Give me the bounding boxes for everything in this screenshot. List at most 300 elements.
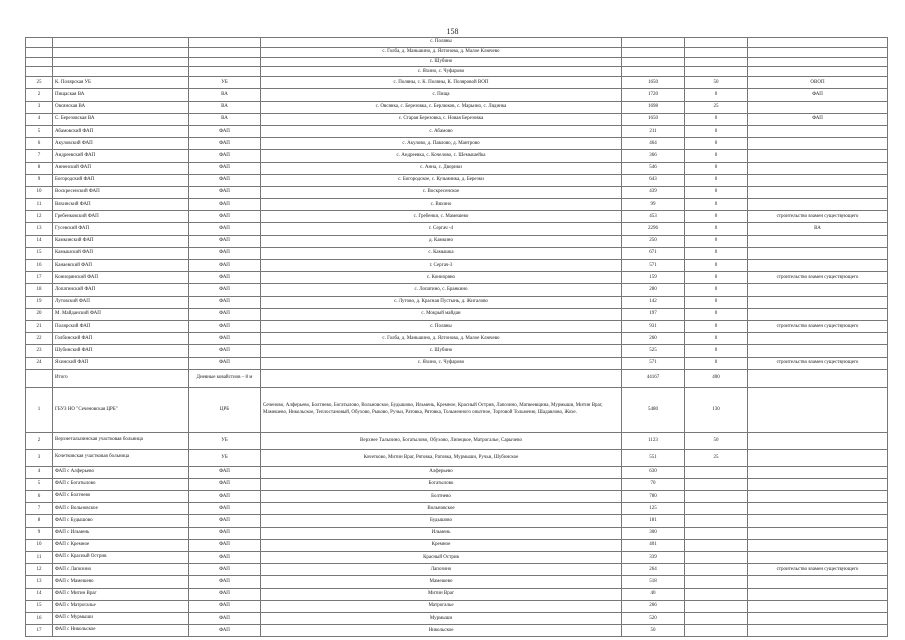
population-value: 520	[622, 612, 685, 624]
table-row	[26, 235, 888, 247]
table-row	[26, 211, 888, 223]
table-row	[26, 576, 888, 588]
row-number: 7	[26, 150, 53, 162]
population-value: 401	[622, 539, 685, 551]
row-number: 12	[26, 211, 53, 223]
facility-type: ФАП	[189, 211, 261, 223]
served-settlements: с. Поляны, с. К. Поляны, К. Поляровой ВОП	[261, 77, 622, 89]
beds-value	[685, 47, 748, 57]
served-settlements: с. Акулово, д. Павлово, д. Мантрово	[261, 138, 622, 150]
beds-value	[685, 478, 748, 490]
note-value: ОВОП	[748, 77, 888, 89]
table-row	[26, 449, 888, 466]
facility-name: ФАП с Митин Враг	[53, 588, 189, 600]
facility-name: ФАП с Будышово	[53, 515, 189, 527]
population-value	[622, 38, 685, 48]
population-value: 525	[622, 345, 685, 357]
row-number: 14	[26, 235, 53, 247]
facility-type: ФАП	[189, 345, 261, 357]
served-settlements: Никольское	[261, 625, 622, 637]
row-number: 15	[26, 247, 53, 259]
facility-type: УБ	[189, 432, 261, 449]
row-number: 4	[26, 466, 53, 478]
population-value: 453	[622, 211, 685, 223]
facility-name: Шубинский ФАП	[53, 345, 189, 357]
population-value: 464	[622, 138, 685, 150]
beds-value	[685, 38, 748, 48]
facility-name: ФАП с Красный Острив	[53, 552, 189, 564]
population-value: 300	[622, 527, 685, 539]
facility-type: ФАП	[189, 162, 261, 174]
note-value	[748, 284, 888, 296]
served-settlements: Богатылово	[261, 478, 622, 490]
table-row	[26, 387, 888, 432]
facility-name: Полярский ФАП	[53, 320, 189, 332]
facility-type: ФАП	[189, 125, 261, 137]
beds-value: 0	[685, 138, 748, 150]
note-value: строительство взамен существующего	[748, 357, 888, 369]
served-settlements: Митин Враг	[261, 588, 622, 600]
note-value	[748, 369, 888, 387]
table-row	[26, 466, 888, 478]
facility-type	[189, 67, 261, 77]
row-number: 15	[26, 600, 53, 612]
population-value: 439	[622, 186, 685, 198]
facility-type: ФАП	[189, 478, 261, 490]
facility-name: Камкинский ФАП	[53, 235, 189, 247]
facility-type: ФАП	[189, 600, 261, 612]
beds-value	[685, 527, 748, 539]
population-value: 643	[622, 174, 685, 186]
facility-name: Гребенковский ФАП	[53, 211, 189, 223]
population-value: 1720	[622, 89, 685, 101]
population-value: 211	[622, 125, 685, 137]
note-value: строительство взамен существующего	[748, 272, 888, 284]
population-value: 571	[622, 260, 685, 272]
note-value	[748, 260, 888, 272]
table-row	[26, 57, 888, 67]
row-number	[26, 38, 53, 48]
row-number: 20	[26, 308, 53, 320]
table-row	[26, 345, 888, 357]
served-settlements: с. Лутово, д. Красная Пустынь, д. Жигалово	[261, 296, 622, 308]
served-settlements: Ильмень	[261, 527, 622, 539]
row-number: 10	[26, 539, 53, 551]
row-number: 13	[26, 576, 53, 588]
facility-type: ФАП	[189, 539, 261, 551]
facility-type: ВА	[189, 101, 261, 113]
population-value: 546	[622, 162, 685, 174]
facility-type: ФАП	[189, 564, 261, 576]
note-value	[748, 503, 888, 515]
population-value: 5480	[622, 387, 685, 432]
note-value	[748, 199, 888, 211]
note-value	[748, 174, 888, 186]
row-number: 21	[26, 320, 53, 332]
table-row	[26, 47, 888, 57]
beds-value: 0	[685, 113, 748, 125]
note-value	[748, 527, 888, 539]
served-settlements: с. Пища	[261, 89, 622, 101]
served-settlements: с. Анна, с. Дворики	[261, 162, 622, 174]
facility-type: ФАП	[189, 138, 261, 150]
table-row	[26, 432, 888, 449]
beds-value	[685, 539, 748, 551]
facility-name: Андреевский ФАП	[53, 150, 189, 162]
facility-name	[53, 38, 189, 48]
table-row	[26, 150, 888, 162]
beds-value	[685, 612, 748, 624]
facility-name: Яхинский ФАП	[53, 357, 189, 369]
beds-value: 0	[685, 260, 748, 272]
beds-value: 0	[685, 320, 748, 332]
row-number: 16	[26, 260, 53, 272]
served-settlements: с. Шубино	[261, 57, 622, 67]
facility-name: ФАП с Мурмыши	[53, 612, 189, 624]
served-settlements: Будышово	[261, 515, 622, 527]
beds-value: 0	[685, 247, 748, 259]
population-value: 260	[622, 333, 685, 345]
served-settlements: Алферьево	[261, 466, 622, 478]
note-value	[748, 101, 888, 113]
table-row	[26, 89, 888, 101]
beds-value: 0	[685, 296, 748, 308]
facility-type: ФАП	[189, 612, 261, 624]
table-row	[26, 357, 888, 369]
row-number: 8	[26, 162, 53, 174]
served-settlements: с. Мокрый майдан	[261, 308, 622, 320]
population-value	[622, 47, 685, 57]
note-value	[748, 387, 888, 432]
note-value: строительство взамен существующего	[748, 564, 888, 576]
facility-name: ФАП с Болтнево	[53, 491, 189, 503]
facility-name: Богородский ФАП	[53, 174, 189, 186]
row-number: 11	[26, 199, 53, 211]
facility-type: ФАП	[189, 491, 261, 503]
row-number: 10	[26, 186, 53, 198]
table-row	[26, 539, 888, 551]
population-value: 551	[622, 449, 685, 466]
table-row	[26, 77, 888, 89]
served-settlements: с. Поляны	[261, 38, 622, 48]
served-settlements: с. Шубино	[261, 345, 622, 357]
note-value	[748, 47, 888, 57]
population-value: 780	[622, 491, 685, 503]
served-settlements: с. Вяхино	[261, 199, 622, 211]
beds-value: 0	[685, 308, 748, 320]
table-row	[26, 503, 888, 515]
row-number: 9	[26, 174, 53, 186]
note-value: строительство взамен существующего	[748, 211, 888, 223]
row-number	[26, 67, 53, 77]
table-row	[26, 113, 888, 125]
note-value	[748, 125, 888, 137]
facility-type: ФАП	[189, 588, 261, 600]
table-row	[26, 174, 888, 186]
served-settlements: с. Голба, д. Маньшино, д. Ялтонова, д. Малое Ключево	[261, 47, 622, 57]
facility-name: ФАП с Вольновское	[53, 503, 189, 515]
population-value: 630	[622, 466, 685, 478]
table-row	[26, 199, 888, 211]
note-value	[748, 466, 888, 478]
beds-value: 0	[685, 89, 748, 101]
beds-value: 0	[685, 150, 748, 162]
row-number: 12	[26, 564, 53, 576]
note-value	[748, 491, 888, 503]
facility-type: ФАП	[189, 272, 261, 284]
facility-name: ФАП с Кремное	[53, 539, 189, 551]
facility-type: ФАП	[189, 186, 261, 198]
served-settlements: с. Голба, д. Маньшино, д. Ялтонова, д. Малое Ключево	[261, 333, 622, 345]
table-row	[26, 600, 888, 612]
table-row	[26, 223, 888, 235]
facility-name: Акуловский ФАП	[53, 138, 189, 150]
population-value: 1650	[622, 77, 685, 89]
facility-type: ФАП	[189, 552, 261, 564]
served-settlements: Красный Острив	[261, 552, 622, 564]
facility-type: ВА	[189, 113, 261, 125]
row-number: 19	[26, 296, 53, 308]
table-row	[26, 296, 888, 308]
beds-value	[685, 564, 748, 576]
facility-type: ФАП	[189, 235, 261, 247]
facility-type: ФАП	[189, 260, 261, 272]
population-value: 931	[622, 320, 685, 332]
note-value	[748, 612, 888, 624]
beds-value	[685, 515, 748, 527]
row-number: 3	[26, 449, 53, 466]
facility-type: ФАП	[189, 247, 261, 259]
beds-value	[685, 491, 748, 503]
served-settlements: с. Овсянка, с. Березовка, с. Берлюков, с. Марьино, с. Лядинка	[261, 101, 622, 113]
beds-value: 25	[685, 449, 748, 466]
facility-type: Дневные ковайстиов – 8 м	[189, 369, 261, 387]
beds-value: 0	[685, 223, 748, 235]
row-number	[26, 369, 53, 387]
facility-type: ЦРБ	[189, 387, 261, 432]
row-number: 24	[26, 357, 53, 369]
note-value	[748, 296, 888, 308]
table-row	[26, 564, 888, 576]
facility-name: Голбинский ФАП	[53, 333, 189, 345]
note-value: ФАП	[748, 89, 888, 101]
facility-name: Канаевский ФАП	[53, 260, 189, 272]
facility-type: ВА	[189, 89, 261, 101]
population-value: 671	[622, 247, 685, 259]
facility-name	[53, 57, 189, 67]
page-number: 158	[446, 27, 459, 36]
served-settlements: г. Сергач -4	[261, 223, 622, 235]
facility-type: ФАП	[189, 150, 261, 162]
table-row	[26, 162, 888, 174]
row-number: 2	[26, 432, 53, 449]
population-value: 339	[622, 552, 685, 564]
facility-type	[189, 57, 261, 67]
table-row	[26, 588, 888, 600]
facility-type: ФАП	[189, 223, 261, 235]
population-value: 159	[622, 272, 685, 284]
note-value	[748, 333, 888, 345]
note-value	[748, 539, 888, 551]
beds-value: 0	[685, 345, 748, 357]
facility-type: ФАП	[189, 515, 261, 527]
population-value: 518	[622, 576, 685, 588]
row-number: 7	[26, 503, 53, 515]
population-value	[622, 57, 685, 67]
served-settlements: с. Абамово	[261, 125, 622, 137]
beds-value	[685, 600, 748, 612]
row-number: 11	[26, 552, 53, 564]
facility-type: ФАП	[189, 284, 261, 296]
note-value	[748, 576, 888, 588]
served-settlements: с. Андреевка, с. Кочелово, с. Шемышейка	[261, 150, 622, 162]
note-value	[748, 449, 888, 466]
population-value: 40	[622, 588, 685, 600]
beds-value	[685, 625, 748, 637]
served-settlements: Кремное	[261, 539, 622, 551]
row-number: 13	[26, 223, 53, 235]
note-value	[748, 308, 888, 320]
table-row	[26, 138, 888, 150]
table-row	[26, 260, 888, 272]
facility-name: Кочетковская участковая больница	[53, 449, 189, 466]
table-row	[26, 491, 888, 503]
row-number: 9	[26, 527, 53, 539]
population-value: 50	[622, 625, 685, 637]
note-value	[748, 552, 888, 564]
served-settlements: с. Богородское, с. Кузьминка, д. Березки	[261, 174, 622, 186]
table-row	[26, 612, 888, 624]
table-row	[26, 67, 888, 77]
beds-value	[685, 576, 748, 588]
population-value: 44167	[622, 369, 685, 387]
population-value: 366	[622, 150, 685, 162]
facility-name: Верхнеталызинская участковая больница	[53, 432, 189, 449]
note-value	[748, 247, 888, 259]
served-settlements: Лапозино	[261, 564, 622, 576]
beds-value	[685, 57, 748, 67]
population-value	[622, 67, 685, 77]
served-settlements: с. Яхино, с. Чуфарово	[261, 67, 622, 77]
facility-name	[53, 67, 189, 77]
note-value	[748, 186, 888, 198]
note-value	[748, 57, 888, 67]
served-settlements: Кочетково, Митин Враг, Рятовка, Ратовка, Мурмыши, Ручьи, Шубинское	[261, 449, 622, 466]
served-settlements: с. Яхино, с. Чуфарово	[261, 357, 622, 369]
population-value: 1650	[622, 113, 685, 125]
population-value: 99	[622, 199, 685, 211]
facility-name	[53, 47, 189, 57]
facility-type	[189, 38, 261, 48]
note-value	[748, 432, 888, 449]
note-value	[748, 162, 888, 174]
facility-name: Вяхинский ФАП	[53, 199, 189, 211]
row-number	[26, 47, 53, 57]
population-value: 70	[622, 478, 685, 490]
beds-value: 0	[685, 199, 748, 211]
row-number: 17	[26, 625, 53, 637]
facility-type: УБ	[189, 77, 261, 89]
row-number: 6	[26, 138, 53, 150]
population-value: 125	[622, 503, 685, 515]
table-row	[26, 247, 888, 259]
beds-value: 0	[685, 272, 748, 284]
note-value	[748, 38, 888, 48]
beds-value: 0	[685, 186, 748, 198]
table-row	[26, 125, 888, 137]
row-number: 17	[26, 272, 53, 284]
facility-name: Итого	[53, 369, 189, 387]
note-value	[748, 588, 888, 600]
table-row	[26, 478, 888, 490]
facility-name: ФАП с Богатылово	[53, 478, 189, 490]
note-value	[748, 345, 888, 357]
served-settlements: Мурмыши	[261, 612, 622, 624]
table-row	[26, 369, 888, 387]
note-value	[748, 150, 888, 162]
beds-value	[685, 552, 748, 564]
population-value: 264	[622, 564, 685, 576]
facility-name: Гусевский ФАП	[53, 223, 189, 235]
row-number: 1	[26, 387, 53, 432]
facility-name: К. Полярская УБ	[53, 77, 189, 89]
facility-name: Камышский ФАП	[53, 247, 189, 259]
beds-value: 0	[685, 357, 748, 369]
row-number: 14	[26, 588, 53, 600]
facility-name: Воскресенский ФАП	[53, 186, 189, 198]
population-value: 250	[622, 235, 685, 247]
facility-name: Анненский ФАП	[53, 162, 189, 174]
served-settlements: с. Поляны	[261, 320, 622, 332]
facility-name: Лутовский ФАП	[53, 296, 189, 308]
facility-name: ФАП с Матрогалье	[53, 600, 189, 612]
note-value: строительство взамен существующего	[748, 320, 888, 332]
facility-name: Лопатинский ФАП	[53, 284, 189, 296]
population-value: 197	[622, 308, 685, 320]
table-row	[26, 101, 888, 113]
population-value: 1698	[622, 101, 685, 113]
served-settlements: г. Сергач-3	[261, 260, 622, 272]
row-number: 3	[26, 101, 53, 113]
facility-type: ФАП	[189, 527, 261, 539]
table-row	[26, 333, 888, 345]
row-number: 25	[26, 77, 53, 89]
facility-name: Пищаская ВА	[53, 89, 189, 101]
facility-name: М. Майданский ФАП	[53, 308, 189, 320]
beds-value	[685, 466, 748, 478]
facility-type: ФАП	[189, 576, 261, 588]
population-value: 266	[622, 600, 685, 612]
population-value: 280	[622, 284, 685, 296]
population-value: 571	[622, 357, 685, 369]
served-settlements: с. Воскресенское	[261, 186, 622, 198]
facility-type: ФАП	[189, 357, 261, 369]
facility-type: ФАП	[189, 503, 261, 515]
row-number: 6	[26, 491, 53, 503]
beds-value: 0	[685, 284, 748, 296]
served-settlements: с. Лопатино, с. Бранкино	[261, 284, 622, 296]
beds-value: 0	[685, 333, 748, 345]
note-value	[748, 600, 888, 612]
population-value: 142	[622, 296, 685, 308]
note-value	[748, 625, 888, 637]
table-row	[26, 552, 888, 564]
facility-type: ФАП	[189, 308, 261, 320]
row-number: 4	[26, 113, 53, 125]
table-row	[26, 515, 888, 527]
facility-name: ФАП с Мамешево	[53, 576, 189, 588]
table-row	[26, 38, 888, 48]
